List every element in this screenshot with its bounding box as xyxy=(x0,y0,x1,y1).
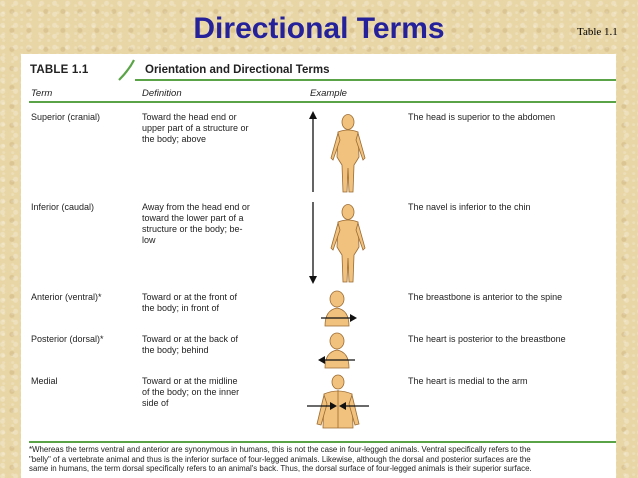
definition-line: Toward or at the front of xyxy=(142,292,238,302)
definition-line: upper part of a structure or xyxy=(142,123,249,133)
definition-line: the body; above xyxy=(142,134,207,144)
column-header-term: Term xyxy=(31,88,53,99)
slide-title: Directional Terms xyxy=(193,12,445,45)
definition-line: of the body; on the inner xyxy=(142,387,240,397)
row-inferior-example: The navel is inferior to the chin xyxy=(408,202,531,212)
row-medial-definition xyxy=(142,376,282,409)
row-posterior-term: Posterior (dorsal)* xyxy=(31,334,104,344)
definition-line: side of xyxy=(142,398,169,408)
column-header-definition: Definition xyxy=(142,88,182,99)
definition-line: the body; behind xyxy=(142,345,209,355)
row-medial-example: The heart is medial to the arm xyxy=(408,376,528,386)
row-superior-example: The head is superior to the abdomen xyxy=(408,112,556,122)
table-footnote xyxy=(29,445,611,474)
footnote-line: *Whereas the terms ventral and anterior are synonymous in humans, this is not the case in four-legged animals. Ventral specifically refers to the xyxy=(29,445,531,454)
head-profile-icon xyxy=(315,332,359,370)
definition-line: Away from the head end or xyxy=(142,202,250,212)
definition-line: Toward the head end or xyxy=(142,112,237,122)
column-header-example: Example xyxy=(310,88,347,99)
header-rule xyxy=(135,79,616,81)
definition-line: toward the lower part of a xyxy=(142,213,244,223)
table-tag: Table 1.1 xyxy=(577,26,618,38)
table-label: TABLE 1.1 xyxy=(30,64,89,76)
definition-line: Toward or at the back of xyxy=(142,334,239,344)
anterior-view-figure-icon xyxy=(303,200,373,286)
row-inferior-term: Inferior (caudal) xyxy=(31,202,95,212)
green-swoosh-icon xyxy=(115,58,137,82)
head-profile-icon xyxy=(315,290,359,328)
definition-line: the body; in front of xyxy=(142,303,220,313)
column-header-rule xyxy=(29,101,616,103)
row-anterior-example: The breastbone is anterior to the spine xyxy=(408,292,563,302)
row-anterior-term: Anterior (ventral)* xyxy=(31,292,102,302)
row-anterior-definition xyxy=(142,292,282,314)
back-view-figure-icon xyxy=(303,374,373,430)
footnote-rule xyxy=(29,441,616,443)
footnote-line: same in humans, the term dorsal specifically refers to an animal's back. Thus, the dorsal surface of four-legged animals is their superior surface. xyxy=(29,464,532,474)
definition-line: Toward or at the midline xyxy=(142,376,238,386)
table-panel xyxy=(21,54,616,478)
row-medial-term: Medial xyxy=(31,376,58,386)
definition-line: structure or the body; be- xyxy=(142,224,243,234)
footnote-line: "belly" of a vertebrate animal and thus is the inferior surface of four-legged animals. Likewise, although the dorsal and posterior surfaces are the xyxy=(29,454,531,464)
table-title: Orientation and Directional Terms xyxy=(145,64,330,76)
anterior-view-figure-icon xyxy=(303,110,373,196)
row-inferior-definition xyxy=(142,202,282,246)
definition-line: low xyxy=(142,235,156,245)
row-superior-term: Superior (cranial) xyxy=(31,112,101,122)
row-superior-definition xyxy=(142,112,282,145)
row-posterior-example: The heart is posterior to the breastbone xyxy=(408,334,566,344)
row-posterior-definition xyxy=(142,334,282,356)
